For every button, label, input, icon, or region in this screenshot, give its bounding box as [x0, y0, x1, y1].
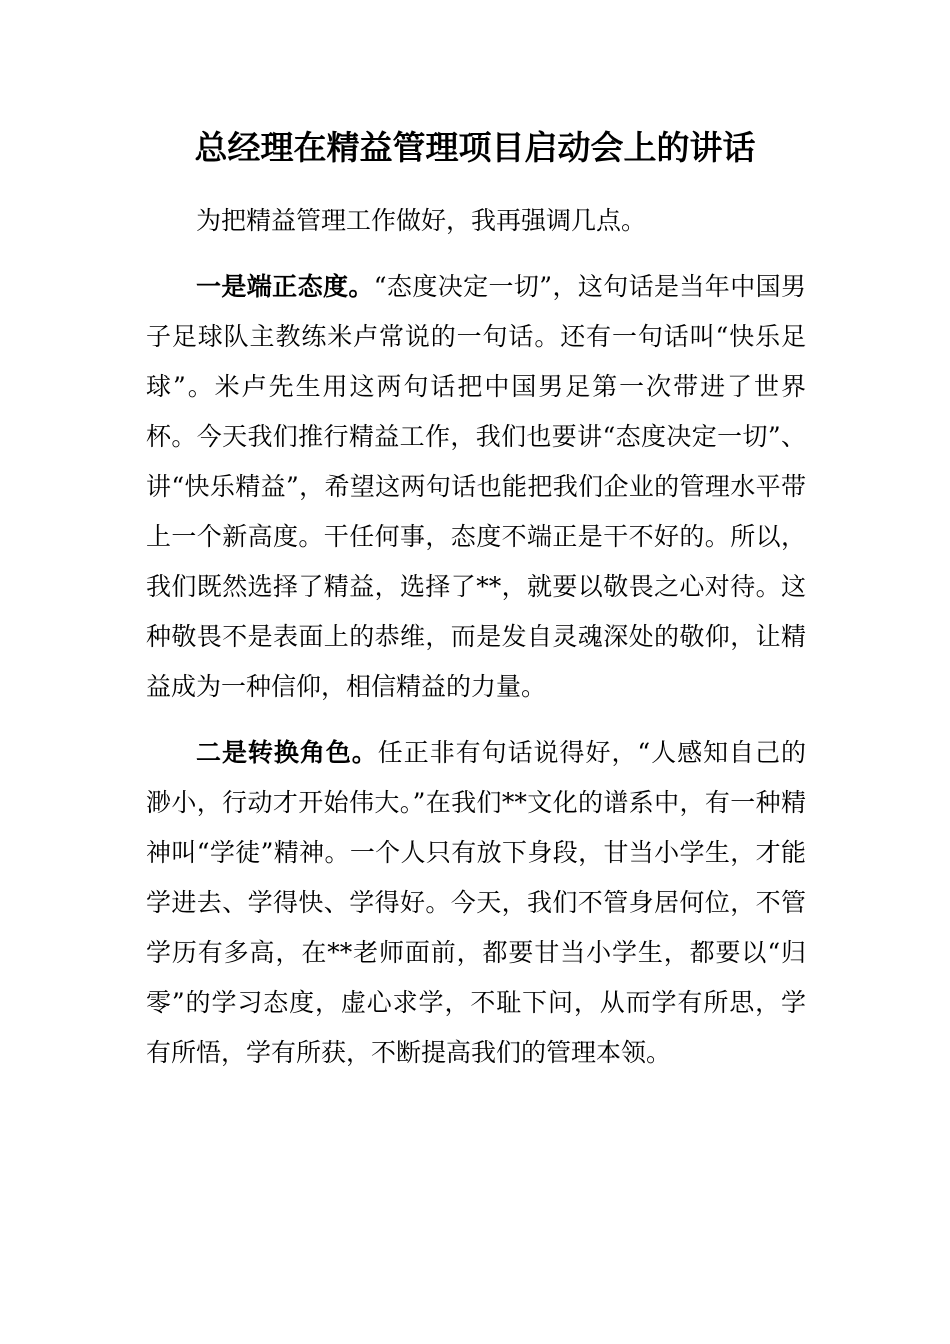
paragraph-role: [146, 728, 806, 1078]
document-body: [146, 196, 806, 1078]
paragraph-text: “态度决定一切”，这句话是当年中国男子足球队主教练米卢常说的一句话。还有一句话叫“快乐足球”。米卢先生用这两句话把中国男足第一次带进了世界杯。今天我们推行精益工作，我们也要讲“态度决定一切”、讲“快乐精益”，希望这两句话也能把我们企业的管理水平带上一个新高度。干任何事，态度不端正是干不好的。所以，我们既然选择了精益，选择了**，就要以敬畏之心对待。这种敬畏不是表面上的恭维，而是发自灵魂深处的敬仰，让精益成为一种信仰，相信精益的力量。: [146, 272, 806, 701]
paragraph-lead: 一是端正态度。: [196, 272, 374, 301]
page-title: 总经理在精益管理项目启动会上的讲话: [194, 128, 756, 167]
paragraph-intro: [146, 196, 806, 246]
paragraph-attitude: [146, 262, 806, 712]
paragraph-text: 任正非有句话说得好，“人感知自己的渺小，行动才开始伟大。”在我们**文化的谱系中，有一种精神叫“学徒”精神。一个人只有放下身段，甘当小学生，才能学进去、学得快、学得好。今天，我们不管身居何位，不管学历有多高，在**老师面前，都要甘当小学生，都要以“归零”的学习态度，虚心求学，不耻下问，从而学有所思，学有所悟，学有所获，不断提高我们的管理本领。: [146, 738, 806, 1067]
paragraph-lead: 二是转换角色。: [196, 738, 378, 767]
paragraph-text: 为把精益管理工作做好，我再强调几点。: [196, 206, 647, 235]
